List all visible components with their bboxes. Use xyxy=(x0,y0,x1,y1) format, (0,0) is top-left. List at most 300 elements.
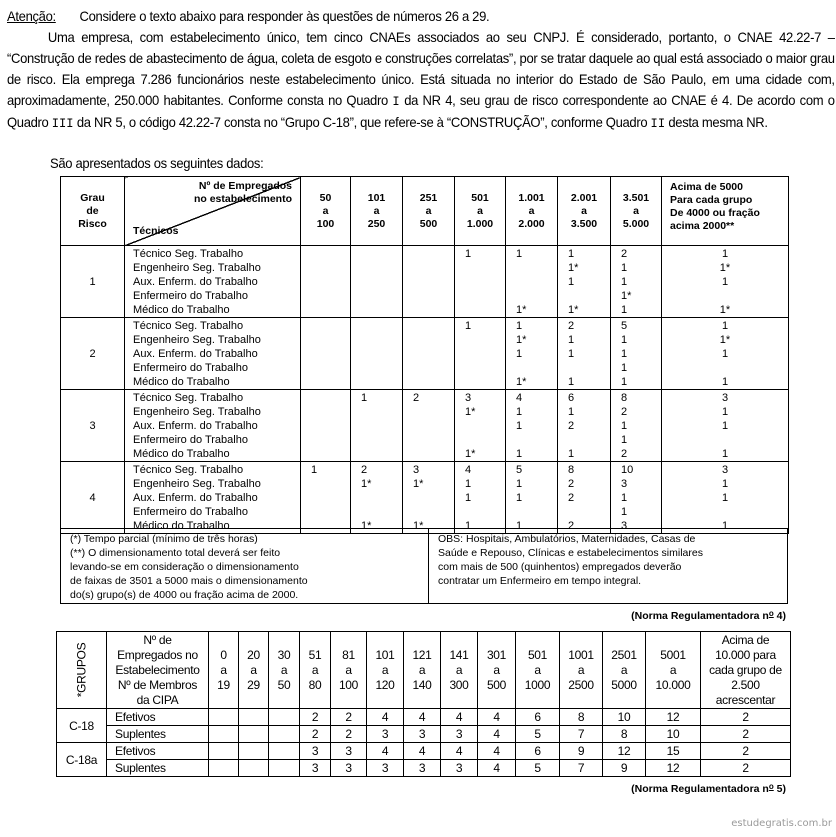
staff-count xyxy=(413,347,454,361)
staff-count: 4 xyxy=(516,392,523,404)
staff-count xyxy=(361,289,402,303)
member-count: 4 xyxy=(478,709,516,726)
staff-count: 1 xyxy=(721,420,729,432)
professional-label: Médico do Trabalho xyxy=(133,304,230,316)
staff-count xyxy=(413,361,454,375)
staff-count xyxy=(465,303,505,317)
staff-count xyxy=(361,405,402,419)
member-count: 10 xyxy=(646,726,701,743)
range-header: 0 a 19 xyxy=(209,632,239,709)
staff-count: 1 xyxy=(516,478,523,490)
staff-count xyxy=(311,289,350,303)
cipa-table xyxy=(56,631,791,777)
professional-label: Engenheiro Seg. Trabalho xyxy=(133,334,261,346)
staff-count: 1 xyxy=(621,334,628,346)
staff-count: 1* xyxy=(516,304,527,316)
staff-count xyxy=(662,361,788,375)
observation-line: OBS: Hospitais, Ambulatórios, Maternidades, Casas de xyxy=(438,533,696,545)
member-count: 3 xyxy=(331,743,367,760)
staff-count xyxy=(465,275,505,289)
quadro-numeral: I xyxy=(392,94,400,109)
staff-count: 1 xyxy=(621,262,628,274)
professional-label: Engenheiro Seg. Trabalho xyxy=(133,406,261,418)
risk-grade: 3 xyxy=(61,390,125,462)
range-header: 501 a 1.000 xyxy=(455,177,506,246)
staff-count-cell xyxy=(455,318,506,390)
cipa-row xyxy=(57,726,791,743)
range-header: 141 a 300 xyxy=(441,632,478,709)
member-count: 10 xyxy=(603,709,646,726)
staff-count: 1* xyxy=(465,448,476,460)
staff-count: 1 xyxy=(621,420,628,432)
staff-count xyxy=(662,289,788,303)
observation-line: contratar um Enfermeiro em tempo integral. xyxy=(438,575,642,587)
member-count: 3 xyxy=(300,760,331,777)
footnote-line: do(s) grupo(s) de 4000 ou fração acima de 2000. xyxy=(70,589,299,601)
professional-label: Aux. Enferm. do Trabalho xyxy=(133,348,258,360)
member-count: 2 xyxy=(300,726,331,743)
member-count: 2 xyxy=(701,743,791,760)
range-header: 501 a 1000 xyxy=(516,632,560,709)
staff-count: 1 xyxy=(568,334,575,346)
staff-count xyxy=(516,261,557,275)
staff-count: 1 xyxy=(721,248,729,260)
staff-count xyxy=(311,405,350,419)
professional-label: Técnico Seg. Trabalho xyxy=(133,248,244,260)
staff-count xyxy=(361,319,402,333)
staff-count-cell xyxy=(611,246,662,318)
professional-label: Engenheiro Seg. Trabalho xyxy=(133,478,261,490)
member-count: 3 xyxy=(331,760,367,777)
member-type: Suplentes xyxy=(107,726,209,743)
member-count: 8 xyxy=(603,726,646,743)
member-count xyxy=(209,709,239,726)
staff-count: 1 xyxy=(516,320,523,332)
staff-count: 1 xyxy=(516,406,523,418)
staff-count: 2 xyxy=(568,320,575,332)
professional-label: Médico do Trabalho xyxy=(133,376,230,388)
staff-count: 1* xyxy=(719,334,731,346)
range-header: 51 a 80 xyxy=(300,632,331,709)
professional-label: Médico do Trabalho xyxy=(133,448,230,460)
professional-label: Médico do Trabalho xyxy=(133,520,230,532)
staff-count: 2 xyxy=(621,406,628,418)
professional-label: Enfermeiro do Trabalho xyxy=(133,506,248,518)
staff-count xyxy=(311,275,350,289)
staff-count: 1 xyxy=(516,420,523,432)
professionals-list xyxy=(125,462,301,534)
staff-count-cell xyxy=(558,390,611,462)
staff-count: 3 xyxy=(413,464,420,476)
attention-line xyxy=(7,6,489,27)
member-count: 9 xyxy=(560,743,603,760)
staff-count xyxy=(465,419,505,433)
staff-count: 3 xyxy=(621,478,628,490)
member-count: 3 xyxy=(441,726,478,743)
staff-count-cell xyxy=(506,462,558,534)
staff-count xyxy=(465,333,505,347)
professional-label: Técnico Seg. Trabalho xyxy=(133,320,244,332)
member-count xyxy=(269,709,300,726)
staff-count-cell xyxy=(611,318,662,390)
staff-count-cell xyxy=(455,390,506,462)
professional-label: Enfermeiro do Trabalho xyxy=(133,290,248,302)
staff-count: 1 xyxy=(721,520,729,532)
range-header: 121 a 140 xyxy=(404,632,441,709)
staff-count xyxy=(662,433,788,447)
staff-count-cell xyxy=(506,390,558,462)
member-type: Efetivos xyxy=(107,743,209,760)
staff-count: 2 xyxy=(621,448,628,460)
staff-count xyxy=(516,433,557,447)
observation-line: com mais de 500 (quinhentos) empregados deverão xyxy=(438,561,682,573)
staff-count xyxy=(311,447,350,461)
member-count: 2 xyxy=(701,760,791,777)
member-type: Efetivos xyxy=(107,709,209,726)
staff-count: 1 xyxy=(721,492,729,504)
groups-header: *GRUPOS xyxy=(57,632,107,709)
staff-count: 1 xyxy=(621,492,628,504)
risk-grade: 1 xyxy=(61,246,125,318)
quadro-numeral: III xyxy=(51,116,74,131)
member-count: 6 xyxy=(516,743,560,760)
professional-label: Enfermeiro do Trabalho xyxy=(133,362,248,374)
staff-count xyxy=(311,333,350,347)
staff-count-cell xyxy=(662,246,789,318)
staff-count xyxy=(311,419,350,433)
scenario-paragraph xyxy=(7,27,835,134)
staff-count xyxy=(311,347,350,361)
staff-count: 10 xyxy=(621,464,634,476)
observation xyxy=(429,529,787,603)
member-count: 2 xyxy=(300,709,331,726)
staff-count: 5 xyxy=(621,320,628,332)
member-count: 4 xyxy=(478,726,516,743)
staff-count-cell xyxy=(351,462,403,534)
professional-label: Aux. Enferm. do Trabalho xyxy=(133,420,258,432)
staff-count: 1* xyxy=(413,478,424,490)
member-count: 4 xyxy=(478,760,516,777)
quadro-numeral: II xyxy=(650,116,666,131)
above-5000-header: Acima de 5000 Para cada grupo De 4000 ou fração acima 2000** xyxy=(662,177,789,246)
staff-count xyxy=(361,347,402,361)
footnotes xyxy=(61,529,429,603)
staff-count-cell xyxy=(351,390,403,462)
staff-count xyxy=(361,505,402,519)
staff-count: 1* xyxy=(719,304,731,316)
sesmt-table xyxy=(60,176,789,534)
member-count xyxy=(269,760,300,777)
paragraph-text: da NR 4, seu grau de risco correspondente ao CNAE é 4. De acordo com o Quadro xyxy=(7,92,835,130)
professionals-list xyxy=(125,318,301,390)
member-count: 3 xyxy=(367,760,404,777)
staff-count: 6 xyxy=(568,392,575,404)
attention-label: Atenção: xyxy=(7,8,56,24)
staff-count: 1* xyxy=(719,262,731,274)
risk-grade: 2 xyxy=(61,318,125,390)
member-count: 12 xyxy=(646,760,701,777)
employees-label: no estabelecimento xyxy=(193,193,292,205)
employees-members-header: Nº de Empregados no Estabelecimento Nº de Membros da CIPA xyxy=(107,632,209,709)
staff-count xyxy=(311,491,350,505)
staff-count: 1* xyxy=(413,520,424,532)
staff-count: 1 xyxy=(516,248,523,260)
staff-count-cell xyxy=(301,462,351,534)
staff-count-cell xyxy=(558,246,611,318)
notes-box xyxy=(60,528,788,604)
staff-count-cell xyxy=(301,390,351,462)
cipa-row xyxy=(57,709,791,726)
staff-count xyxy=(311,303,350,317)
member-count: 4 xyxy=(367,743,404,760)
staff-count: 1 xyxy=(311,464,318,476)
member-count: 4 xyxy=(367,709,404,726)
staff-count xyxy=(465,375,505,389)
staff-count: 1 xyxy=(621,348,628,360)
staff-count-cell xyxy=(351,318,403,390)
staff-count: 1 xyxy=(621,304,628,316)
staff-count xyxy=(311,319,350,333)
staff-count xyxy=(568,433,610,447)
staff-count: 1 xyxy=(361,392,368,404)
staff-count xyxy=(311,477,350,491)
staff-count: 2 xyxy=(568,420,575,432)
staff-count xyxy=(465,289,505,303)
staff-count xyxy=(413,261,454,275)
staff-count xyxy=(311,391,350,405)
staff-count xyxy=(516,505,557,519)
staff-count: 1 xyxy=(568,406,575,418)
staff-count xyxy=(465,505,505,519)
staff-count: 1* xyxy=(465,406,476,418)
grau-header: Grau de Risco xyxy=(61,177,125,246)
staff-count: 3 xyxy=(721,392,729,404)
paragraph-text: da NR 5, o código 42.22-7 consta no “Grupo C-18”, que refere-se à “CONSTRUÇÃO”, conforme Quadro xyxy=(73,114,651,130)
member-count: 2 xyxy=(331,726,367,743)
staff-count xyxy=(516,275,557,289)
staff-count xyxy=(361,333,402,347)
professional-label: Aux. Enferm. do Trabalho xyxy=(133,276,258,288)
range-header: 30 a 50 xyxy=(269,632,300,709)
staff-count-cell xyxy=(403,390,455,462)
range-header: 5001 a 10.000 xyxy=(646,632,701,709)
professional-label: Técnico Seg. Trabalho xyxy=(133,464,244,476)
member-count: 6 xyxy=(516,709,560,726)
member-count xyxy=(209,726,239,743)
employees-label: Nº de Empregados xyxy=(198,180,292,192)
range-header: 2.001 a 3.500 xyxy=(558,177,611,246)
member-count xyxy=(239,760,269,777)
member-count xyxy=(209,743,239,760)
risk-grade-row xyxy=(61,246,789,318)
staff-count-cell xyxy=(611,462,662,534)
staff-count: 1* xyxy=(361,520,372,532)
cipa-row xyxy=(57,760,791,777)
risk-grade-row xyxy=(61,462,789,534)
staff-count: 1 xyxy=(516,448,523,460)
member-count: 2 xyxy=(701,726,791,743)
staff-count: 1 xyxy=(621,362,628,374)
member-count: 3 xyxy=(441,760,478,777)
staff-count xyxy=(516,361,557,375)
range-header: 3.501 a 5.000 xyxy=(611,177,662,246)
member-count: 8 xyxy=(560,709,603,726)
staff-count: 1 xyxy=(621,276,628,288)
staff-count xyxy=(568,289,610,303)
above-10000-header: Acima de 10.000 para cada grupo de 2.500 acrescentar xyxy=(701,632,791,709)
cipa-table-header xyxy=(57,632,791,709)
staff-count xyxy=(568,361,610,375)
staff-count: 1 xyxy=(465,492,472,504)
member-count xyxy=(239,726,269,743)
staff-count xyxy=(361,447,402,461)
staff-count xyxy=(413,375,454,389)
attention-text: Considere o texto abaixo para responder às questões de números 26 a 29. xyxy=(79,8,490,24)
footnote-line: (*) Tempo parcial (mínimo de três horas) xyxy=(70,533,258,545)
staff-count: 1 xyxy=(721,406,729,418)
staff-count: 1 xyxy=(465,248,472,260)
staff-count xyxy=(568,505,610,519)
staff-count xyxy=(516,289,557,303)
professional-label: Técnico Seg. Trabalho xyxy=(133,392,244,404)
member-count xyxy=(239,743,269,760)
staff-count xyxy=(311,433,350,447)
staff-count: 2 xyxy=(361,464,368,476)
range-header: 2501 a 5000 xyxy=(603,632,646,709)
member-count: 15 xyxy=(646,743,701,760)
staff-count: 3 xyxy=(621,520,628,532)
staff-count xyxy=(413,405,454,419)
source-nr5: (Norma Regulamentadora $n^o$ 5) xyxy=(631,782,786,795)
staff-count: 1 xyxy=(621,434,628,446)
staff-count-cell xyxy=(611,390,662,462)
staff-count-cell xyxy=(506,318,558,390)
member-count: 3 xyxy=(367,726,404,743)
footnote-line: levando-se em consideração o dimensionamento xyxy=(70,561,299,573)
range-header: 20 a 29 xyxy=(239,632,269,709)
member-count: 5 xyxy=(516,726,560,743)
staff-count: 5 xyxy=(516,464,523,476)
member-count: 5 xyxy=(516,760,560,777)
staff-count: 1* xyxy=(621,290,632,302)
staff-count xyxy=(311,247,350,261)
staff-count xyxy=(361,375,402,389)
staff-count: 1 xyxy=(621,506,628,518)
sesmt-table-header xyxy=(61,177,789,246)
range-header: 50 a 100 xyxy=(301,177,351,246)
member-count xyxy=(269,743,300,760)
staff-count xyxy=(413,447,454,461)
staff-count: 1* xyxy=(568,304,579,316)
staff-count: 1* xyxy=(516,334,527,346)
range-header: 251 a 500 xyxy=(403,177,455,246)
staff-count xyxy=(413,303,454,317)
staff-count: 3 xyxy=(465,392,472,404)
staff-count: 1 xyxy=(621,376,628,388)
staff-count xyxy=(361,261,402,275)
watermark: estudegratis.com.br xyxy=(731,818,832,829)
professional-label: Enfermeiro do Trabalho xyxy=(133,434,248,446)
staff-count xyxy=(413,247,454,261)
range-header: 101 a 120 xyxy=(367,632,404,709)
staff-count: 1 xyxy=(568,376,575,388)
footnote-line: (**) O dimensionamento total deverá ser feito xyxy=(70,547,281,559)
staff-count: 1* xyxy=(361,478,372,490)
staff-count: 3 xyxy=(721,464,729,476)
source-nr4: (Norma Regulamentadora $n^o$ 4) xyxy=(631,609,786,622)
staff-count xyxy=(413,275,454,289)
member-count: 9 xyxy=(603,760,646,777)
member-count: 4 xyxy=(404,743,441,760)
member-count: 12 xyxy=(603,743,646,760)
risk-grade: 4 xyxy=(61,462,125,534)
staff-count-cell xyxy=(662,390,789,462)
staff-count xyxy=(413,433,454,447)
staff-count xyxy=(311,375,350,389)
staff-count: 1 xyxy=(516,492,523,504)
staff-count-cell xyxy=(301,318,351,390)
paragraph-text: Uma empresa, com estabelecimento único, tem cinco CNAEs associados ao seu CNPJ. É considerado, portanto, o CNAE 42.22-7 – “Construção de redes de abastecimento de água, coleta de esgoto e construções correlatas”, por se tratar daquele ao qual está associado o maior grau de risco. Ela emprega 7.286 funcionários neste estabelecimento único. Está situada no interior do Estado de São Paulo, em uma cidade com, aproximadamente, 250.000 habitantes. Conforme consta no Quadro xyxy=(7,29,835,108)
staff-count: 2 xyxy=(568,478,575,490)
member-count: 4 xyxy=(478,743,516,760)
staff-count xyxy=(413,419,454,433)
staff-count-cell xyxy=(351,246,403,318)
staff-count xyxy=(465,347,505,361)
staff-count xyxy=(413,289,454,303)
staff-count: 1 xyxy=(721,320,729,332)
staff-count xyxy=(465,433,505,447)
staff-count: 2 xyxy=(621,248,628,260)
staff-count-cell xyxy=(506,246,558,318)
staff-count: 1 xyxy=(568,348,575,360)
range-header: 81 a 100 xyxy=(331,632,367,709)
staff-count-cell xyxy=(455,246,506,318)
professionals-list xyxy=(125,246,301,318)
staff-count: 1 xyxy=(568,448,575,460)
staff-count xyxy=(413,505,454,519)
technicians-label: Técnicos xyxy=(133,225,179,237)
group-name: C-18a xyxy=(57,743,107,777)
staff-count xyxy=(361,247,402,261)
member-count: 7 xyxy=(560,760,603,777)
member-count: 4 xyxy=(441,709,478,726)
staff-count xyxy=(413,491,454,505)
staff-count xyxy=(361,433,402,447)
paragraph-text: desta mesma NR. xyxy=(665,114,768,130)
staff-count: 4 xyxy=(465,464,472,476)
risk-grade-row xyxy=(61,318,789,390)
staff-count xyxy=(465,261,505,275)
member-count: 4 xyxy=(441,743,478,760)
staff-count xyxy=(662,505,788,519)
member-count: 3 xyxy=(404,726,441,743)
staff-count: 1 xyxy=(721,478,729,490)
professional-label: Engenheiro Seg. Trabalho xyxy=(133,262,261,274)
professional-label: Aux. Enferm. do Trabalho xyxy=(133,492,258,504)
staff-count-cell xyxy=(403,246,455,318)
staff-count: 8 xyxy=(568,464,575,476)
staff-count: 1 xyxy=(721,376,729,388)
staff-count xyxy=(361,361,402,375)
staff-count-cell xyxy=(403,462,455,534)
staff-count: 2 xyxy=(413,392,420,404)
member-count xyxy=(209,760,239,777)
diagonal-header xyxy=(125,177,301,246)
staff-count xyxy=(361,303,402,317)
staff-count xyxy=(361,419,402,433)
staff-count: 1* xyxy=(568,262,579,274)
group-name: C-18 xyxy=(57,709,107,743)
